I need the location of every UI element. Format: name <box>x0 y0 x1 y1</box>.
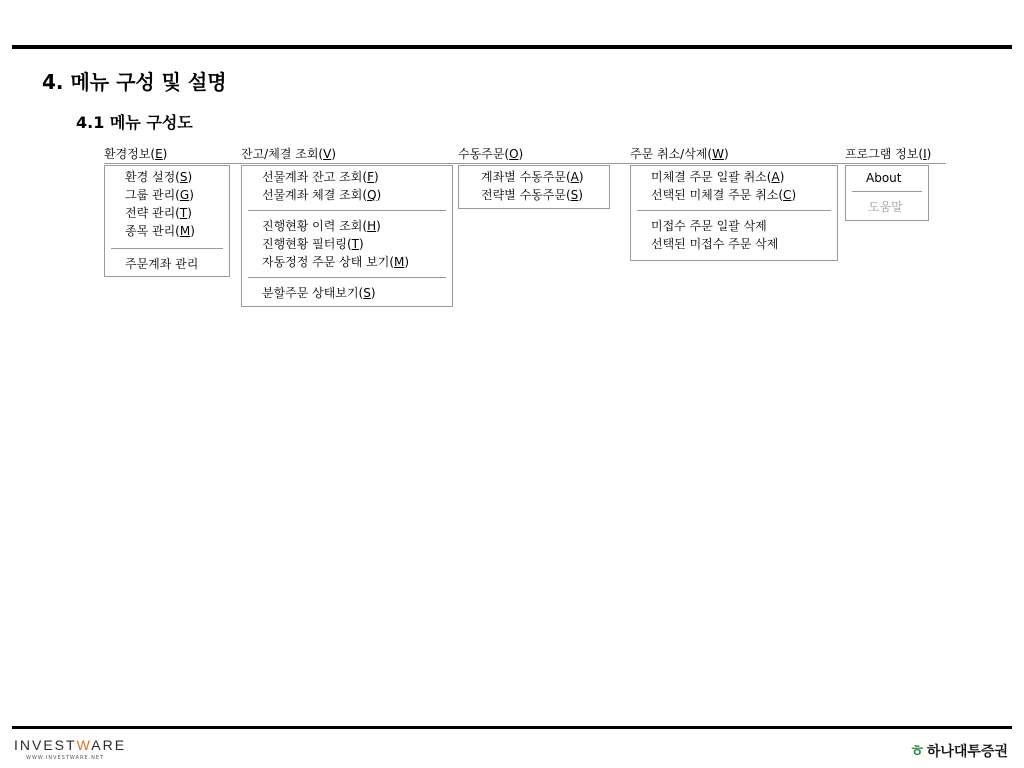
menu-item-symbol-manage[interactable]: 종목 관리(M) <box>125 224 195 238</box>
menu-separator <box>852 191 922 192</box>
menu-item-order-account-manage[interactable]: 주문계좌 관리 <box>125 257 199 271</box>
menu-separator <box>248 277 446 278</box>
menu-title-accel: E <box>155 147 163 161</box>
menu-title-accel: W <box>712 147 724 161</box>
menu-title-text: ) <box>723 147 729 161</box>
menu-title-program-info[interactable] <box>845 146 931 162</box>
menu-title-accel: O <box>509 147 519 161</box>
menu-item-env-settings[interactable]: 환경 설정(S) <box>125 170 193 184</box>
menu-title-accel: I <box>923 147 927 161</box>
menu-separator <box>111 248 223 249</box>
menu-title-text: ) <box>162 147 168 161</box>
investware-url: WWW.INVESTWARE.NET <box>26 755 105 761</box>
menu-item-delete-selected-unreceived[interactable]: 선택된 미접수 주문 삭제 <box>651 237 779 251</box>
menu-dropdown-env <box>104 165 230 277</box>
section-heading: 4.1 메뉴 구성도 <box>76 113 193 132</box>
menu-item-cancel-selected-unfilled[interactable]: 선택된 미체결 주문 취소(C) <box>651 188 797 202</box>
menu-title-balance[interactable] <box>241 146 336 162</box>
menu-dropdown-program-info <box>845 165 929 221</box>
menu-title-cancel-delete[interactable] <box>630 146 729 162</box>
menu-item-about[interactable]: About <box>866 171 902 185</box>
menu-title-text: 잔고/체결 조회( <box>241 147 324 161</box>
menu-item-account-manual-order[interactable]: 계좌별 수동주문(A) <box>481 170 584 184</box>
hana-mark-icon: ㅎ <box>909 741 925 760</box>
menubar-underline <box>104 163 946 164</box>
menu-title-text: 프로그램 정보( <box>845 147 924 161</box>
menu-item-group-manage[interactable]: 그룹 관리(G) <box>125 188 194 202</box>
menu-dropdown-balance <box>241 165 453 307</box>
menu-title-manual-order[interactable] <box>458 146 523 162</box>
menu-dropdown-cancel-delete <box>630 165 838 261</box>
hana-logo <box>909 738 1008 761</box>
menu-item-help[interactable]: 도움말 <box>868 200 903 214</box>
menu-title-text: 주문 취소/삭제( <box>630 147 713 161</box>
investware-logo: INVESTWARE <box>14 737 127 753</box>
header-rule <box>12 45 1012 49</box>
menu-title-env[interactable] <box>104 146 167 162</box>
menu-title-text: ) <box>518 147 524 161</box>
menu-title-text: 환경정보( <box>104 147 156 161</box>
menu-title-accel: V <box>323 147 332 161</box>
menu-item-futures-balance[interactable]: 선물계좌 잔고 조회(F) <box>262 170 379 184</box>
menu-item-futures-execution[interactable]: 선물계좌 체결 조회(Q) <box>262 188 382 202</box>
menu-title-text: 수동주문( <box>458 147 510 161</box>
menu-dropdown-manual-order <box>458 165 610 209</box>
menu-separator <box>248 210 446 211</box>
menu-item-progress-filter[interactable]: 진행현황 필터링(T) <box>262 237 364 251</box>
menu-item-strategy-manage[interactable]: 전략 관리(T) <box>125 206 192 220</box>
menu-item-strategy-manual-order[interactable]: 전략별 수동주문(S) <box>481 188 583 202</box>
hana-logo-text: 하나대투증권 <box>926 744 1008 760</box>
menu-item-auto-correct-status[interactable]: 자동정정 주문 상태 보기(M) <box>262 255 410 269</box>
menu-item-cancel-all-unfilled[interactable]: 미체결 주문 일괄 취소(A) <box>651 170 785 184</box>
page-heading: 4. 메뉴 구성 및 설명 <box>42 70 227 94</box>
menu-item-progress-history[interactable]: 진행현황 이력 조회(H) <box>262 219 381 233</box>
menu-separator <box>637 210 831 211</box>
menu-item-delete-all-unreceived[interactable]: 미접수 주문 일괄 삭제 <box>651 219 767 233</box>
menu-item-split-order-status[interactable]: 분할주문 상태보기(S) <box>262 286 376 300</box>
footer-rule <box>12 726 1012 729</box>
menu-title-text: ) <box>331 147 336 161</box>
menu-title-text: ) <box>926 147 932 161</box>
